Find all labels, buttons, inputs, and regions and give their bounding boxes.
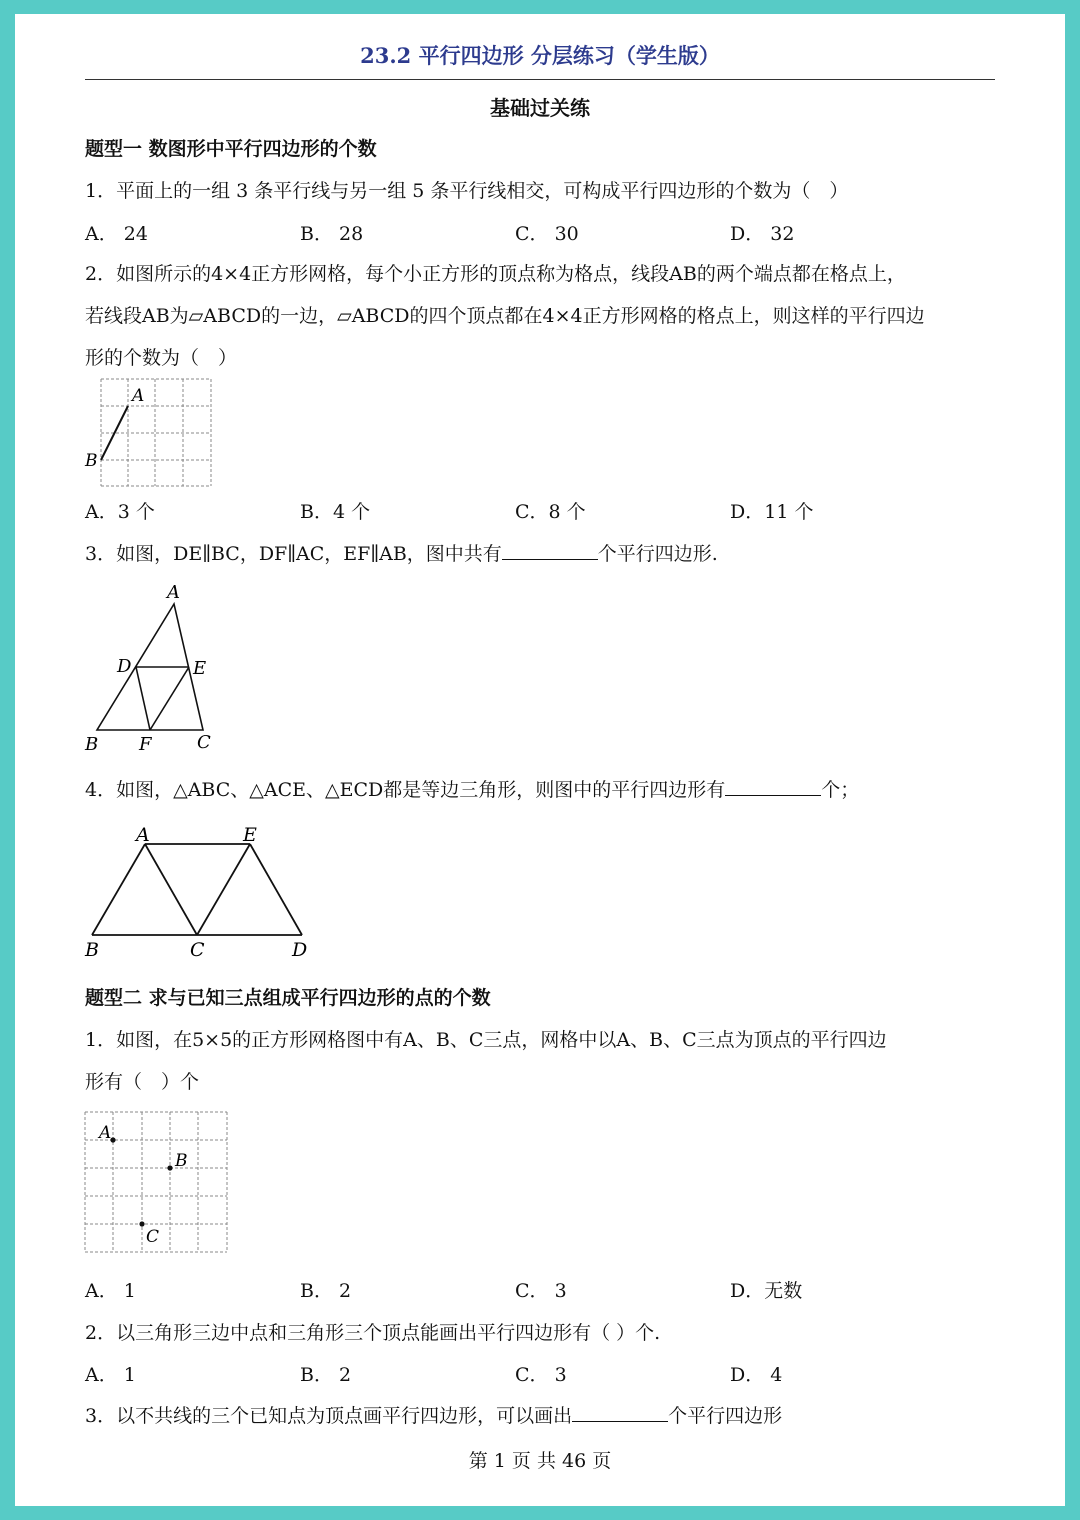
- point-b: [167, 1165, 172, 1170]
- label-c: C: [190, 939, 205, 961]
- p2-q1-option-c: C． 3: [515, 1280, 567, 1302]
- p1-q4-text: [85, 775, 859, 802]
- p1-q2-option-b: B．4 个: [300, 501, 371, 523]
- title-divider: [85, 79, 995, 80]
- p2-q3-text: [85, 1401, 782, 1428]
- p1-q1-option-a: A． 24: [85, 223, 148, 245]
- label-d: D: [292, 939, 308, 961]
- p1-q3-answer-blank[interactable]: [502, 541, 598, 560]
- p2-q2-option-d: D． 4: [730, 1364, 783, 1386]
- p2-q1-line1: 1．如图，在5×5的正方形网格图中有A、B、C三点，网格中以A、B、C三点为顶点的平行四边: [85, 1029, 887, 1051]
- p2-q1-option-b: B． 2: [300, 1280, 352, 1302]
- p2-q2-option-b: B． 2: [300, 1364, 352, 1386]
- equilateral-triangles-figure: [85, 819, 325, 964]
- document-title: 23.2 平行四边形 分层练习（学生版）: [360, 43, 720, 68]
- p1-q2-option-d: D．11 个: [730, 501, 814, 523]
- grid-5x5-figure: [85, 1111, 235, 1256]
- p2-q3-text-after: 个平行四边形: [668, 1405, 783, 1427]
- label-f: F: [139, 734, 152, 755]
- p1-q3-text-before: 3．如图，DE∥BC，DF∥AC，EF∥AB，图中共有: [85, 543, 502, 565]
- label-a: A: [167, 582, 180, 603]
- label-b: B: [85, 939, 99, 961]
- p1-q1-option-b: B． 28: [300, 223, 364, 245]
- label-a: A: [99, 1123, 112, 1143]
- p1-q1-text: 1．平面上的一组 3 条平行线与另一组 5 条平行线相交，可构成平行四边形的个数为（ ）: [85, 180, 849, 202]
- grid-4x4-figure: [85, 374, 225, 494]
- p2-q1-option-a: A． 1: [85, 1280, 136, 1302]
- p2-q3-text-before: 3．以不共线的三个已知点为顶点画平行四边形，可以画出: [85, 1405, 573, 1427]
- p2-q2-text: 2．以三角形三边中点和三角形三个顶点能画出平行四边形有（ ）个.: [85, 1322, 661, 1344]
- p2-q3-answer-blank[interactable]: [572, 1403, 668, 1422]
- label-b: B: [175, 1151, 188, 1171]
- p1-q2-option-c: C．8 个: [515, 501, 586, 523]
- p1-q1-option-d: D． 32: [730, 223, 795, 245]
- p1-q3-text: [85, 539, 718, 566]
- p1-q2-line3: 形的个数为（ ）: [85, 347, 238, 369]
- p1-q4-text-before: 4．如图，△ABC、△ACE、△ECD都是等边三角形，则图中的平行四边形有: [85, 779, 726, 801]
- part2-heading: 题型二 求与已知三点组成平行四边形的点的个数: [85, 987, 491, 1009]
- point-c: [139, 1221, 144, 1226]
- page-footer: 第 1 页 共 46 页: [468, 1450, 612, 1472]
- p1-q2-line1: 2．如图所示的4×4正方形网格，每个小正方形的顶点称为格点，线段AB的两个端点都在格点上，: [85, 263, 906, 285]
- p1-q2-option-a: A．3 个: [85, 501, 155, 523]
- p2-q1-line2: 形有（ ）个: [85, 1071, 200, 1093]
- p1-q4-answer-blank[interactable]: [725, 777, 821, 796]
- p1-q3-text-after: 个平行四边形.: [597, 543, 718, 565]
- label-a: A: [132, 386, 145, 406]
- label-e: E: [193, 658, 207, 679]
- label-b: B: [85, 734, 99, 755]
- p2-q1-option-d: D．无数: [730, 1280, 803, 1302]
- label-d: D: [117, 656, 132, 677]
- part1-heading: 题型一 数图形中平行四边形的个数: [85, 138, 377, 160]
- document-page: [15, 14, 1065, 1506]
- label-b: B: [85, 451, 98, 471]
- section-title: 基础过关练: [490, 96, 590, 120]
- p1-q2-line2: 若线段AB为▱ABCD的一边，▱ABCD的四个顶点都在4×4正方形网格的格点上，则这样的平行四边: [85, 305, 925, 327]
- label-c: C: [146, 1227, 160, 1247]
- label-a: A: [136, 824, 150, 846]
- p1-q4-text-after: 个；: [821, 779, 860, 801]
- triangle-def-figure: [85, 582, 225, 757]
- label-e: E: [243, 824, 257, 846]
- p2-q2-option-c: C． 3: [515, 1364, 567, 1386]
- label-c: C: [197, 732, 211, 753]
- p2-q2-option-a: A． 1: [85, 1364, 136, 1386]
- p1-q1-option-c: C． 30: [515, 223, 579, 245]
